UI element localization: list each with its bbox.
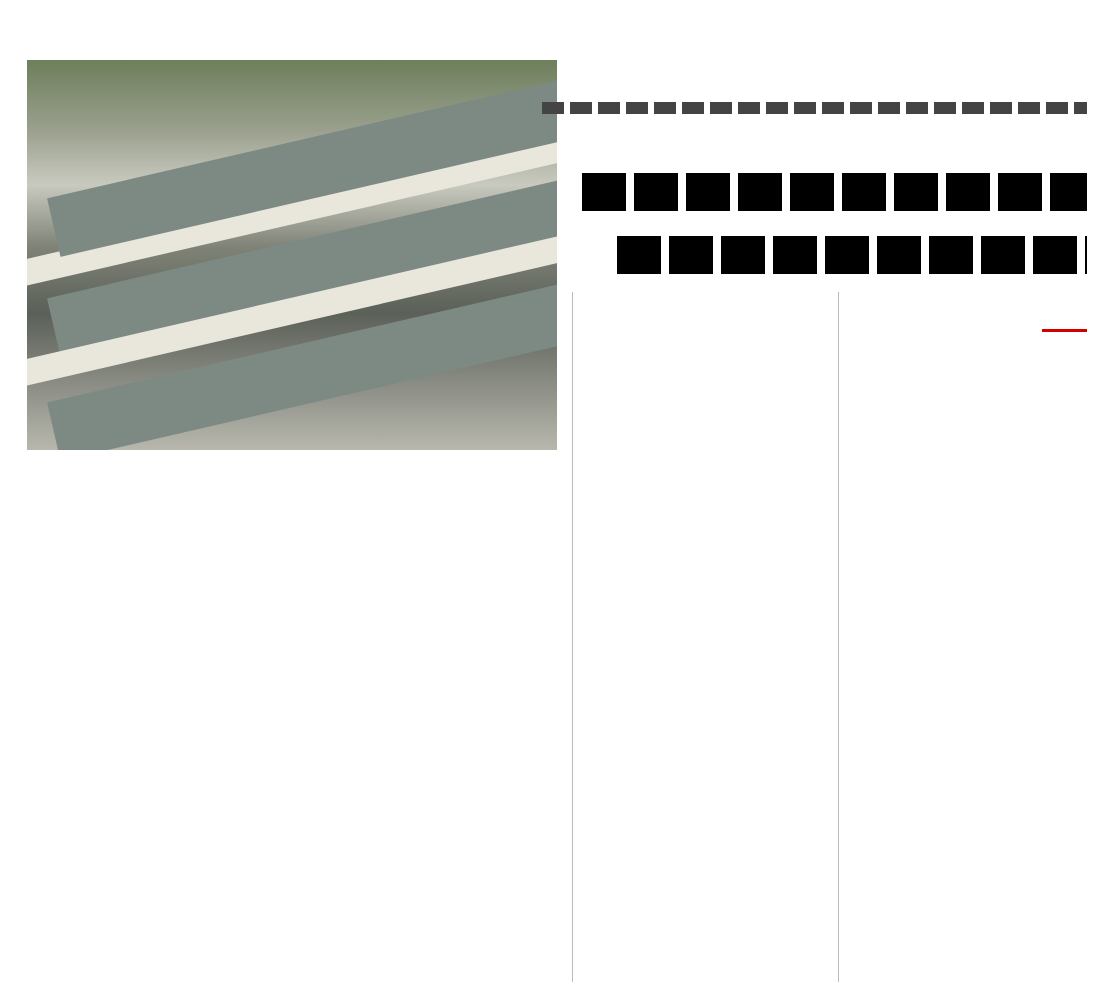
section-logo: [1042, 296, 1087, 332]
headline-title-line: [617, 236, 1087, 274]
byline-block: [842, 296, 1087, 338]
article-column: [842, 343, 1087, 983]
headline-title-line: [582, 173, 1087, 211]
article-column: [543, 292, 828, 982]
headline-block: [542, 78, 1087, 293]
article-column: [27, 449, 259, 981]
column-divider: [572, 292, 573, 982]
fish-farm-photo: [27, 60, 557, 450]
column-divider: [838, 292, 839, 982]
article-column: [267, 449, 532, 981]
headline-kicker: [542, 102, 1087, 114]
